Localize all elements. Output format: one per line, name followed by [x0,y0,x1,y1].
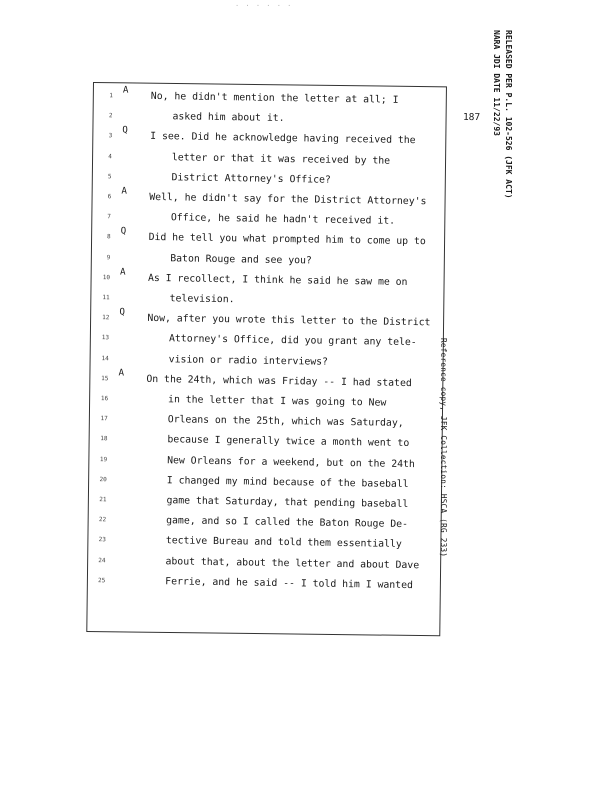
line-number: 6 [107,193,112,201]
line-text: game, and so I called the Baton Rouge De- [166,515,409,531]
line-number: 14 [101,354,109,362]
line-number: 13 [101,334,110,342]
speaker-label: A [119,266,126,278]
line-number: 23 [98,536,106,544]
reference-note: Reference copy, JFK Collection: HSCA (RG 233) [439,338,448,558]
line-number: 21 [99,496,107,504]
line-text: I changed my mind because of the baseball [166,475,409,490]
line-number: 7 [107,213,111,221]
line-text: because I generally twice a month went to [167,434,410,450]
speaker-label: Q [119,306,126,318]
speaker-label: Q [122,124,128,136]
line-number: 16 [100,395,109,403]
line-text: vision or radio interviews? [168,353,329,368]
speaker-label: A [122,84,129,96]
line-number: 5 [107,173,112,181]
line-text: Orleans on the 25th, which was Saturday, [167,414,404,430]
line-text: Ferrie, and he said -- I told him I wanted [165,575,414,591]
page-number: 187 [462,111,481,124]
speaker-label: A [118,367,125,379]
line-number: 9 [106,253,111,261]
transcript-line [85,571,445,597]
line-text: As I recollect, I think he said he saw me on [147,272,408,288]
line-number: 17 [100,415,108,423]
line-number: 1 [109,92,113,100]
line-number: 22 [98,516,107,524]
line-text: Well, he didn't say for the District Attorney's [149,191,427,208]
transcript-body [84,86,453,652]
line-text: I see. Did he acknowledge having received the [150,131,416,147]
header-scribble: · · · · · · [235,2,293,10]
stamp-line-2: NARA JDI DATE 11/22/93 [492,30,501,136]
line-number: 25 [97,576,106,585]
line-number: 15 [101,374,109,383]
line-text: letter or that it was received by the [171,151,391,167]
line-number: 19 [99,455,108,463]
line-text: Office, he said he hadn't received it. [170,212,396,227]
line-text: Did he tell you what prompted him to come up to [148,232,426,248]
line-number: 24 [98,556,106,564]
line-text: District Attorney's Office? [171,172,331,186]
line-number: 3 [108,132,113,140]
line-text: asked him about it. [172,111,285,125]
line-number: 20 [99,475,107,484]
line-number: 4 [108,152,112,160]
speaker-label: A [121,185,127,197]
line-number: 8 [106,233,111,241]
line-number: 12 [102,314,110,322]
line-text: in the letter that I was going to New [167,394,387,409]
line-number: 18 [100,435,108,443]
line-text: tective Bureau and told them essentially [165,535,402,551]
line-text: Now, after you wrote this letter to the District [147,313,431,329]
line-text: Attorney's Office, did you grant any tele- [168,333,417,349]
line-number: 2 [108,112,113,120]
line-text: Baton Rouge and see you? [170,252,312,267]
speaker-label: Q [120,225,127,237]
line-number: 10 [102,273,111,282]
line-text: No, he didn't mention the letter at all; I [150,90,399,106]
line-number: 11 [102,294,110,302]
line-text: New Orleans for a weekend, but on the 24th [167,454,415,470]
stamp-line-1: RELEASED PER P.L. 102-526 (JFK ACT) [504,30,513,199]
line-text: about that, about the letter and about Dave [165,555,420,571]
line-text: On the 24th, which was Friday -- I had stated [146,373,412,389]
line-text: game that Saturday, that pending baseball [166,495,409,511]
line-text: television. [169,293,235,306]
